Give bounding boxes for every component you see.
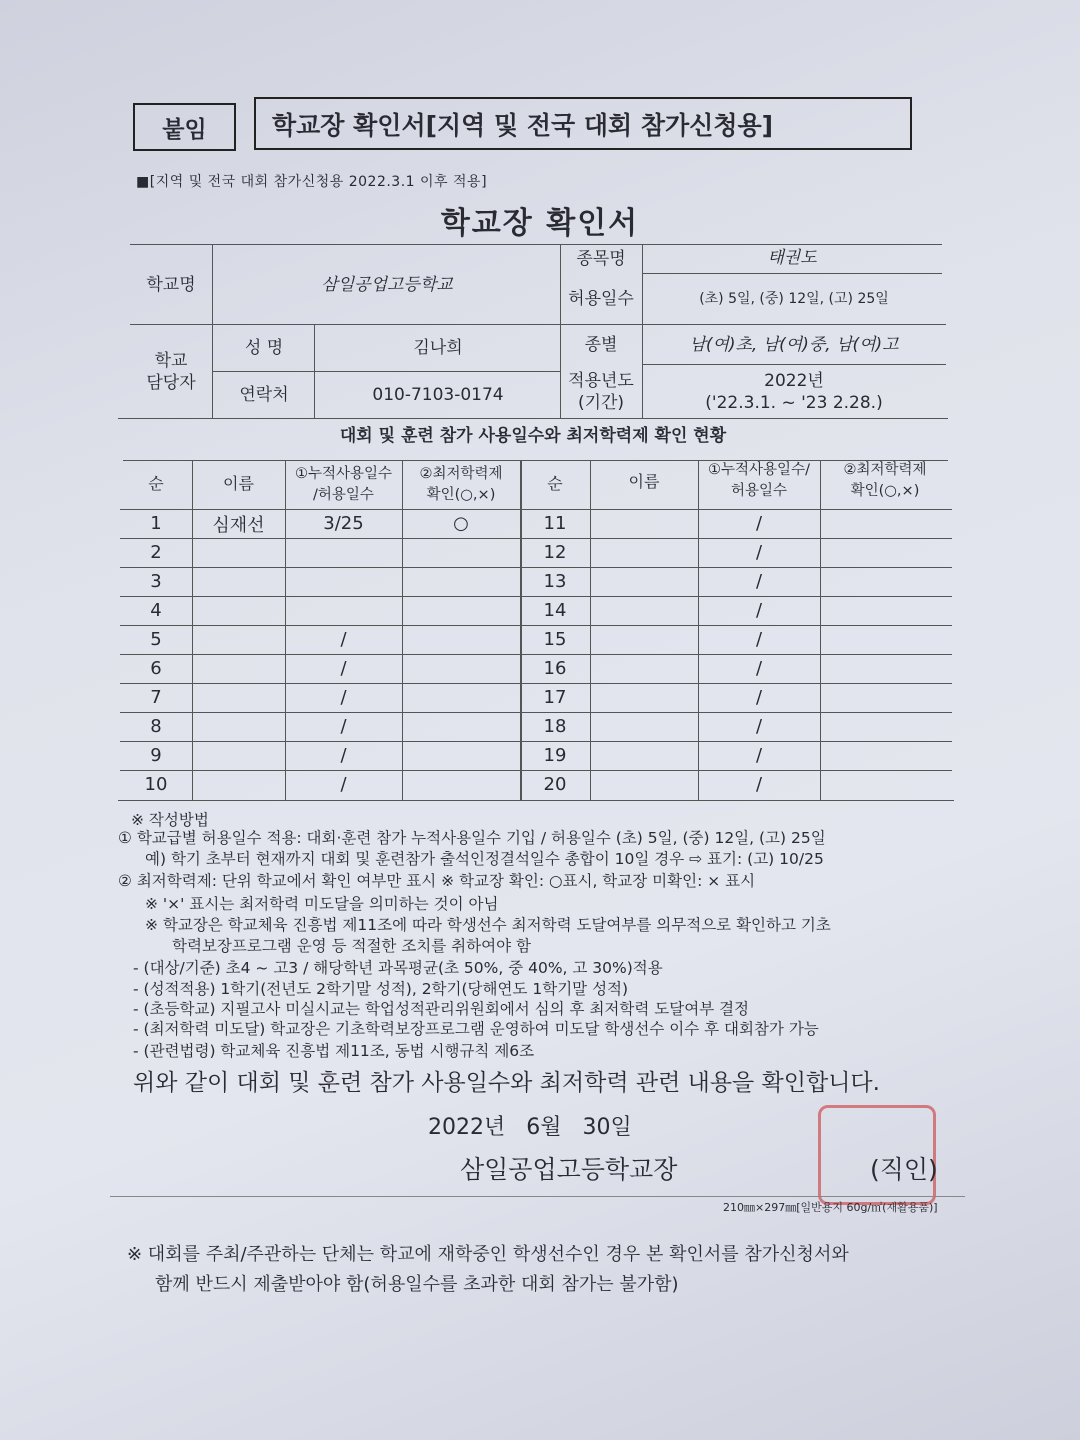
principal-name: 삼일공업고등학교장: [460, 1155, 678, 1184]
right-row-7-check: [820, 683, 950, 712]
left-row-3-name: [192, 567, 285, 596]
right-row-8-name: [590, 712, 698, 741]
right-row-4-check: [820, 596, 950, 625]
right-row-10-no: 20: [543, 774, 567, 795]
instruction-line-10: - (초등학교) 지필고사 미실시교는 학업성적관리위원회에서 심의 후 최저학력 도달여부 결정: [133, 1000, 750, 1018]
left-row-3-check: [402, 567, 520, 596]
right-row-2-days: /: [755, 542, 763, 563]
gender-value: 남(여)초, 남(여)중, 남(여)고: [689, 334, 899, 355]
right-row-3-no: 13: [543, 571, 567, 592]
left-row-5-no: 5: [150, 629, 162, 650]
header-no: 순: [148, 474, 164, 494]
left-row-3-days: [285, 567, 402, 596]
allowed-label: 허용일수: [568, 289, 634, 310]
status-title: 대회 및 훈련 참가 사용일수와 최저학력제 확인 현황: [339, 425, 727, 446]
header-no-right: 순: [547, 474, 563, 494]
right-row-9-days: /: [755, 745, 763, 766]
left-row-5-name: [192, 625, 285, 654]
right-row-3-days: /: [755, 571, 763, 592]
right-row-6-check: [820, 654, 950, 683]
left-row-1-check: ○: [453, 513, 469, 534]
header-title: 학교장 확인서[지역 및 전국 대회 참가신청용]: [254, 97, 912, 150]
right-row-5-name: [590, 625, 698, 654]
name-label: 성 명: [244, 338, 284, 359]
instruction-line-8: - (대상/기준) 초4 ~ 고3 / 해당학년 과목평균(초 50%, 중 40%, 고 30%)적용: [133, 959, 663, 977]
right-row-2-no: 12: [543, 542, 567, 563]
instruction-line-9: - (성적적용) 1학기(전년도 2학기말 성적), 2학기(당해연도 1학기말 성적): [133, 980, 629, 998]
left-row-7-no: 7: [150, 687, 162, 708]
paper-size-note: 210㎜×297㎜[일반용지 60g/㎡(재활용품)]: [723, 1201, 938, 1214]
left-row-10-name: [192, 770, 285, 799]
left-row-1-no: 1: [150, 513, 162, 534]
left-row-4-check: [402, 596, 520, 625]
left-row-10-check: [402, 770, 520, 799]
right-row-10-name: [590, 770, 698, 799]
left-row-9-check: [402, 741, 520, 770]
left-row-2-check: [402, 538, 520, 567]
footer-line-2: 함께 반드시 제출받아야 함(허용일수를 초과한 대회 참가는 불가함): [155, 1274, 679, 1295]
right-row-10-check: [820, 770, 950, 799]
confirmation-date: 2022년 6월 30일: [428, 1115, 632, 1140]
instruction-line-2: ① 학교급별 허용일수 적용: 대회·훈련 참가 누적사용일수 기입 / 허용일수 (초) 5일, (중) 12일, (고) 25일: [118, 829, 826, 847]
header-days-right: ①누적사용일수/ 허용일수: [708, 462, 810, 499]
notice-line: ■[지역 및 전국 대회 참가신청용 2022.3.1 이후 적용]: [136, 174, 488, 190]
year-label: 적용년도 (기간): [568, 370, 634, 413]
left-row-6-name: [192, 654, 285, 683]
right-row-2-name: [590, 538, 698, 567]
gender-label: 종별: [584, 334, 618, 355]
left-row-6-days: /: [340, 658, 347, 679]
header-days: ①누적사용일수 /허용일수: [294, 466, 393, 503]
header-name: 이름: [223, 474, 254, 494]
main-title: 학교장 확인서: [440, 206, 640, 241]
manager-label: 학교 담당자: [146, 350, 196, 393]
name-value: 김나희: [413, 338, 463, 359]
right-row-9-no: 19: [543, 745, 567, 766]
right-row-1-days: /: [755, 513, 763, 534]
instruction-line-3: 예) 학기 초부터 현재까지 대회 및 훈련참가 출석인정결석일수 총합이 10일 경우 ⇨ 표기: (고) 10/25: [145, 850, 824, 868]
right-row-5-no: 15: [543, 629, 567, 650]
right-row-5-check: [820, 625, 950, 654]
left-row-4-name: [192, 596, 285, 625]
right-row-9-check: [820, 741, 950, 770]
left-row-7-name: [192, 683, 285, 712]
right-row-3-name: [590, 567, 698, 596]
right-row-8-no: 18: [543, 716, 567, 737]
left-row-2-days: [285, 538, 402, 567]
right-row-6-name: [590, 654, 698, 683]
right-row-5-days: /: [755, 629, 763, 650]
left-row-2-name: [192, 538, 285, 567]
left-row-2-no: 2: [150, 542, 162, 563]
left-row-10-days: /: [340, 774, 347, 795]
left-row-4-no: 4: [150, 600, 162, 621]
contact-value: 010-7103-0174: [372, 385, 504, 406]
right-row-4-days: /: [755, 600, 763, 621]
right-row-2-check: [820, 538, 950, 567]
left-row-8-name: [192, 712, 285, 741]
instruction-line-12: - (관련법령) 학교체육 진흥법 제11조, 동법 시행규칙 제6조: [133, 1042, 535, 1060]
instruction-line-1: ※ 작성방법: [131, 811, 209, 829]
left-row-5-check: [402, 625, 520, 654]
right-row-9-name: [590, 741, 698, 770]
instruction-line-7: 학력보장프로그램 운영 등 적절한 조치를 취하여야 함: [172, 937, 531, 955]
instruction-line-5: ※ '×' 표시는 최저학력 미도달을 의미하는 것이 아님: [145, 895, 499, 913]
left-row-6-check: [402, 654, 520, 683]
instruction-line-6: ※ 학교장은 학교체육 진흥법 제11조에 따라 학생선수 최저학력 도달여부를 의무적으로 확인하고 기초: [145, 916, 831, 934]
school-label: 학교명: [146, 274, 196, 295]
left-row-8-check: [402, 712, 520, 741]
left-row-7-days: /: [340, 687, 347, 708]
right-row-7-days: /: [755, 687, 763, 708]
contact-label: 연락처: [239, 385, 289, 406]
right-row-8-days: /: [755, 716, 763, 737]
left-row-1-name: 심재선: [212, 514, 265, 536]
right-row-1-no: 11: [543, 513, 567, 534]
sport-value: 태권도: [767, 248, 817, 269]
footer-line-1: ※ 대회를 주최/주관하는 단체는 학교에 재학중인 학생선수인 경우 본 확인서를 참가신청서와: [127, 1244, 849, 1265]
left-row-9-no: 9: [150, 745, 162, 766]
left-row-8-days: /: [340, 716, 347, 737]
sport-label: 종목명: [576, 249, 626, 270]
left-row-10-no: 10: [144, 774, 168, 795]
header-check: ②최저학력제 확인(○,×): [419, 466, 503, 503]
left-row-9-name: [192, 741, 285, 770]
left-row-5-days: /: [340, 629, 347, 650]
school-value: 삼일공업고등학교: [321, 274, 453, 295]
instruction-line-11: - (최저학력 미도달) 학교장은 기초학력보장프로그램 운영하여 미도달 학생선수 이수 후 대회참가 가능: [133, 1020, 819, 1038]
right-row-8-check: [820, 712, 950, 741]
right-row-6-days: /: [755, 658, 763, 679]
allowed-value: (초) 5일, (중) 12일, (고) 25일: [699, 291, 889, 308]
right-row-7-no: 17: [543, 687, 567, 708]
left-row-9-days: /: [340, 745, 347, 766]
right-row-10-days: /: [755, 774, 763, 795]
header-check-right: ②최저학력제 확인(○,×): [843, 462, 927, 499]
right-row-7-name: [590, 683, 698, 712]
confirmation-statement: 위와 같이 대회 및 훈련 참가 사용일수와 최저학력 관련 내용을 확인합니다.: [133, 1070, 880, 1096]
header-name-right: 이름: [628, 471, 660, 491]
annex-label: 붙임: [133, 103, 236, 151]
left-row-3-no: 3: [150, 571, 162, 592]
left-row-6-no: 6: [150, 658, 162, 679]
left-row-4-days: [285, 596, 402, 625]
right-row-3-check: [820, 567, 950, 596]
right-row-1-name: [590, 509, 698, 538]
right-row-6-no: 16: [543, 658, 567, 679]
seal-label: (직인): [870, 1155, 938, 1184]
right-row-4-name: [590, 596, 698, 625]
left-row-1-days: 3/25: [323, 513, 364, 534]
left-row-8-no: 8: [150, 716, 162, 737]
year-value: 2022년 ('22.3.1. ~ '23 2.28.): [705, 370, 883, 413]
left-row-7-check: [402, 683, 520, 712]
right-row-1-check: [820, 509, 950, 538]
right-row-4-no: 14: [543, 600, 567, 621]
instruction-line-4: ② 최저학력제: 단위 학교에서 확인 여부만 표시 ※ 학교장 확인: ○표시, 학교장 미확인: × 표시: [118, 872, 756, 890]
